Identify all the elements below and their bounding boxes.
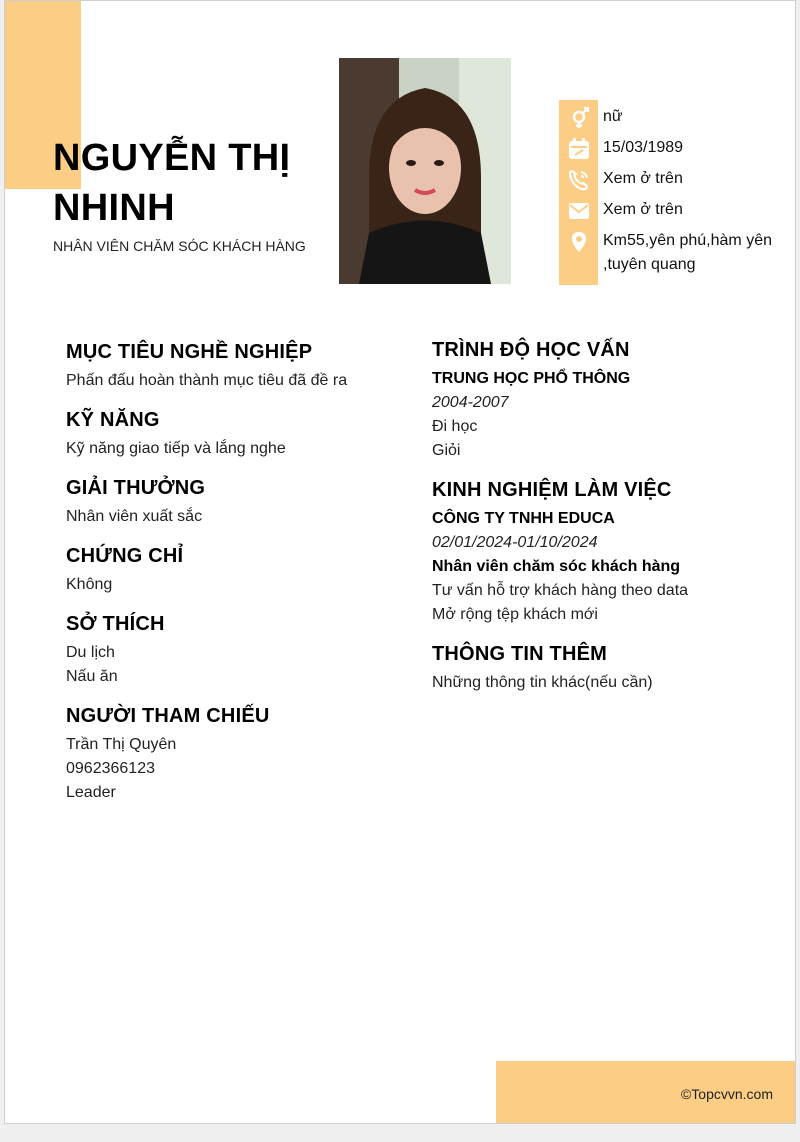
experience-role: Nhân viên chăm sóc khách hàng xyxy=(432,558,681,575)
section-experience xyxy=(432,477,772,627)
candidate-position: NHÂN VIÊN CHĂM SÓC KHÁCH HÀNG xyxy=(53,238,306,254)
reference-name: Trần Thị Quyên xyxy=(66,736,177,753)
awards-heading: GIẢI THƯỞNG xyxy=(66,477,206,499)
objective-heading: MỤC TIÊU NGHỀ NGHIỆP xyxy=(66,341,313,363)
certificates-text: Không xyxy=(66,576,113,593)
section-hobbies xyxy=(66,611,396,689)
section-references xyxy=(66,703,396,805)
gender-icon xyxy=(559,105,598,131)
contact-birthday-value: 15/03/1989 xyxy=(603,139,684,156)
contact-address-value: Km55,yên phú,hàm yên ,tuyên quang xyxy=(603,232,772,273)
additional-text: Những thông tin khác(nếu cần) xyxy=(432,674,653,691)
skills-heading: KỸ NĂNG xyxy=(66,409,160,431)
left-column xyxy=(66,337,396,819)
reference-phone: 0962366123 xyxy=(66,760,155,777)
portrait-image xyxy=(339,58,511,284)
section-certificates xyxy=(66,543,396,597)
copyright-text: ©Topcvvn.com xyxy=(680,1086,773,1102)
hobbies-heading: SỞ THÍCH xyxy=(66,613,165,635)
mail-icon xyxy=(559,198,598,224)
contact-gender-value: nữ xyxy=(603,108,623,125)
location-icon xyxy=(559,229,598,255)
right-column xyxy=(432,337,772,709)
awards-text: Nhân viên xuất sắc xyxy=(66,508,203,525)
hobby-item: Du lịch xyxy=(66,644,115,661)
contact-email xyxy=(559,198,791,224)
experience-detail: Tư vấn hỗ trợ khách hàng theo data xyxy=(432,582,689,599)
references-heading: NGƯỜI THAM CHIẾU xyxy=(66,705,270,727)
skills-text: Kỹ năng giao tiếp và lắng nghe xyxy=(66,440,286,457)
contact-email-value: Xem ở trên xyxy=(603,201,683,218)
section-education xyxy=(432,337,772,463)
cv-page xyxy=(4,0,796,1124)
certificates-heading: CHỨNG CHỈ xyxy=(66,545,184,567)
profile-photo xyxy=(339,58,511,284)
contact-gender xyxy=(559,105,791,131)
reference-title: Leader xyxy=(66,784,116,801)
contact-phone-value: Xem ở trên xyxy=(603,170,683,187)
section-additional xyxy=(432,641,772,695)
experience-company: CÔNG TY TNHH EDUCA xyxy=(432,510,615,527)
experience-heading: KINH NGHIỆM LÀM VIỆC xyxy=(432,479,672,501)
education-major: Đi học xyxy=(432,418,478,435)
section-awards xyxy=(66,475,396,529)
education-school: TRUNG HỌC PHỔ THÔNG xyxy=(432,370,631,387)
education-period: 2004-2007 xyxy=(432,394,509,411)
hobby-item: Nấu ăn xyxy=(66,668,118,685)
contact-birthday xyxy=(559,136,791,162)
experience-period: 02/01/2024-01/10/2024 xyxy=(432,534,598,551)
phone-icon xyxy=(559,167,598,193)
section-objective xyxy=(66,339,396,393)
education-grade: Giỏi xyxy=(432,442,461,459)
candidate-name: NGUYỄN THỊ NHINH xyxy=(53,137,291,229)
additional-heading: THÔNG TIN THÊM xyxy=(432,643,608,665)
calendar-icon xyxy=(559,136,598,162)
education-heading: TRÌNH ĐỘ HỌC VẤN xyxy=(432,339,630,361)
experience-detail: Mở rộng tệp khách mới xyxy=(432,606,598,623)
section-skills xyxy=(66,407,396,461)
contact-address xyxy=(559,229,791,277)
objective-text: Phấn đấu hoàn thành mục tiêu đã đề ra xyxy=(66,372,348,389)
contact-phone xyxy=(559,167,791,193)
